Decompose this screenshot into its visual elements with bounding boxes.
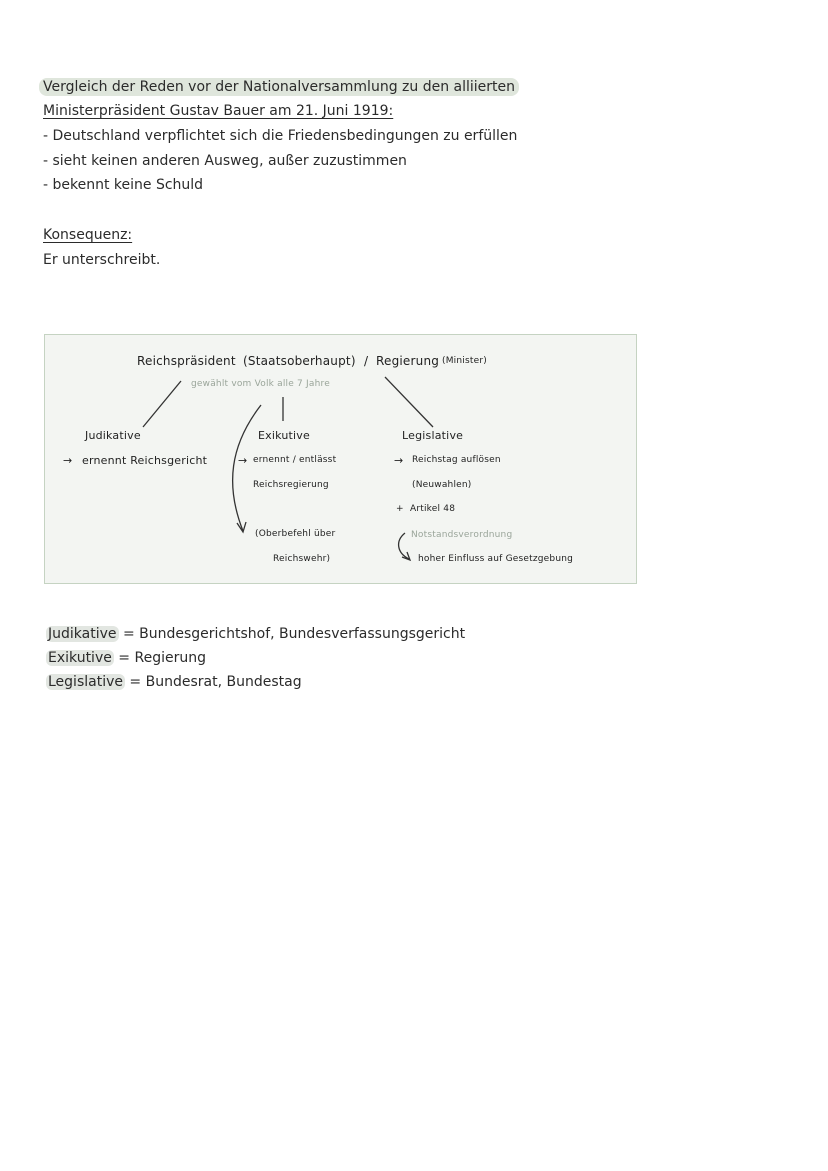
- judikative-arrow: →: [63, 454, 73, 467]
- exekutive-title: Exikutive: [258, 429, 310, 442]
- legislative-arrow: →: [394, 454, 404, 467]
- definition-term: Legislative: [48, 674, 123, 690]
- exekutive-item-line1: ernennt / entlässt: [253, 455, 337, 465]
- judikative-item: ernennt Reichsgericht: [82, 454, 208, 467]
- diagram-staatsoberhaupt: (Staatsoberhaupt): [243, 354, 356, 368]
- diagram-reichspraesident: Reichspräsident: [137, 354, 236, 368]
- exekutive-extra-line1: (Oberbefehl über: [255, 529, 336, 539]
- definition-value: Bundesgerichtshof, Bundesverfassungsgericht: [139, 626, 466, 642]
- legislative-item-line2: (Neuwahlen): [412, 480, 472, 490]
- definition-sep: =: [124, 674, 146, 690]
- diagram-minister: (Minister): [442, 356, 487, 366]
- notes-subheading: Ministerpräsident Gustav Bauer am 21. Juni 1919:: [43, 103, 394, 119]
- legislative-influence: hoher Einfluss auf Gesetzgebung: [418, 554, 574, 564]
- legislative-plus: +: [396, 504, 404, 514]
- consequence-label: Konsequenz:: [43, 227, 133, 243]
- separation-of-powers-diagram: [44, 334, 637, 584]
- legislative-emergency: Notstandsverordnung: [411, 530, 513, 540]
- bullet-3: - bekennt keine Schuld: [43, 177, 204, 193]
- definition-legislative: [48, 672, 302, 692]
- connector-oberbefehl: [233, 405, 261, 531]
- exekutive-arrow: →: [238, 454, 248, 467]
- definition-value: Bundesrat, Bundestag: [145, 674, 302, 690]
- connector-judikative: [143, 381, 181, 427]
- definition-sep: =: [118, 626, 140, 642]
- bullet-1: - Deutschland verpflichtet sich die Friedensbedingungen zu erfüllen: [43, 128, 518, 144]
- definition-sep: =: [113, 650, 135, 666]
- definition-value: Regierung: [134, 650, 206, 666]
- consequence-text: Er unterschreibt.: [43, 252, 161, 268]
- judikative-title: Judikative: [85, 429, 141, 442]
- diagram-elected-note: gewählt vom Volk alle 7 Jahre: [191, 379, 330, 389]
- legislative-item-line1: Reichstag auflösen: [412, 455, 501, 465]
- diagram-slash: /: [364, 354, 369, 368]
- exekutive-item-line2: Reichsregierung: [253, 480, 329, 490]
- exekutive-extra-line2: Reichswehr): [273, 554, 331, 564]
- definition-term: Judikative: [48, 626, 117, 642]
- notes-heading: [43, 77, 519, 97]
- notes-heading-text: Vergleich der Reden vor der Nationalversammlung zu den alliierten: [39, 78, 519, 96]
- legislative-title: Legislative: [402, 429, 464, 442]
- definition-exekutive: [48, 648, 206, 668]
- bullet-2: - sieht keinen anderen Ausweg, außer zuzustimmen: [43, 153, 407, 169]
- legislative-article: Artikel 48: [410, 504, 456, 514]
- connector-influence: [399, 533, 409, 559]
- definition-term: Exikutive: [48, 650, 112, 666]
- connector-legislative: [385, 377, 433, 427]
- definition-judikative: [48, 624, 465, 644]
- diagram-regierung: Regierung: [376, 354, 440, 368]
